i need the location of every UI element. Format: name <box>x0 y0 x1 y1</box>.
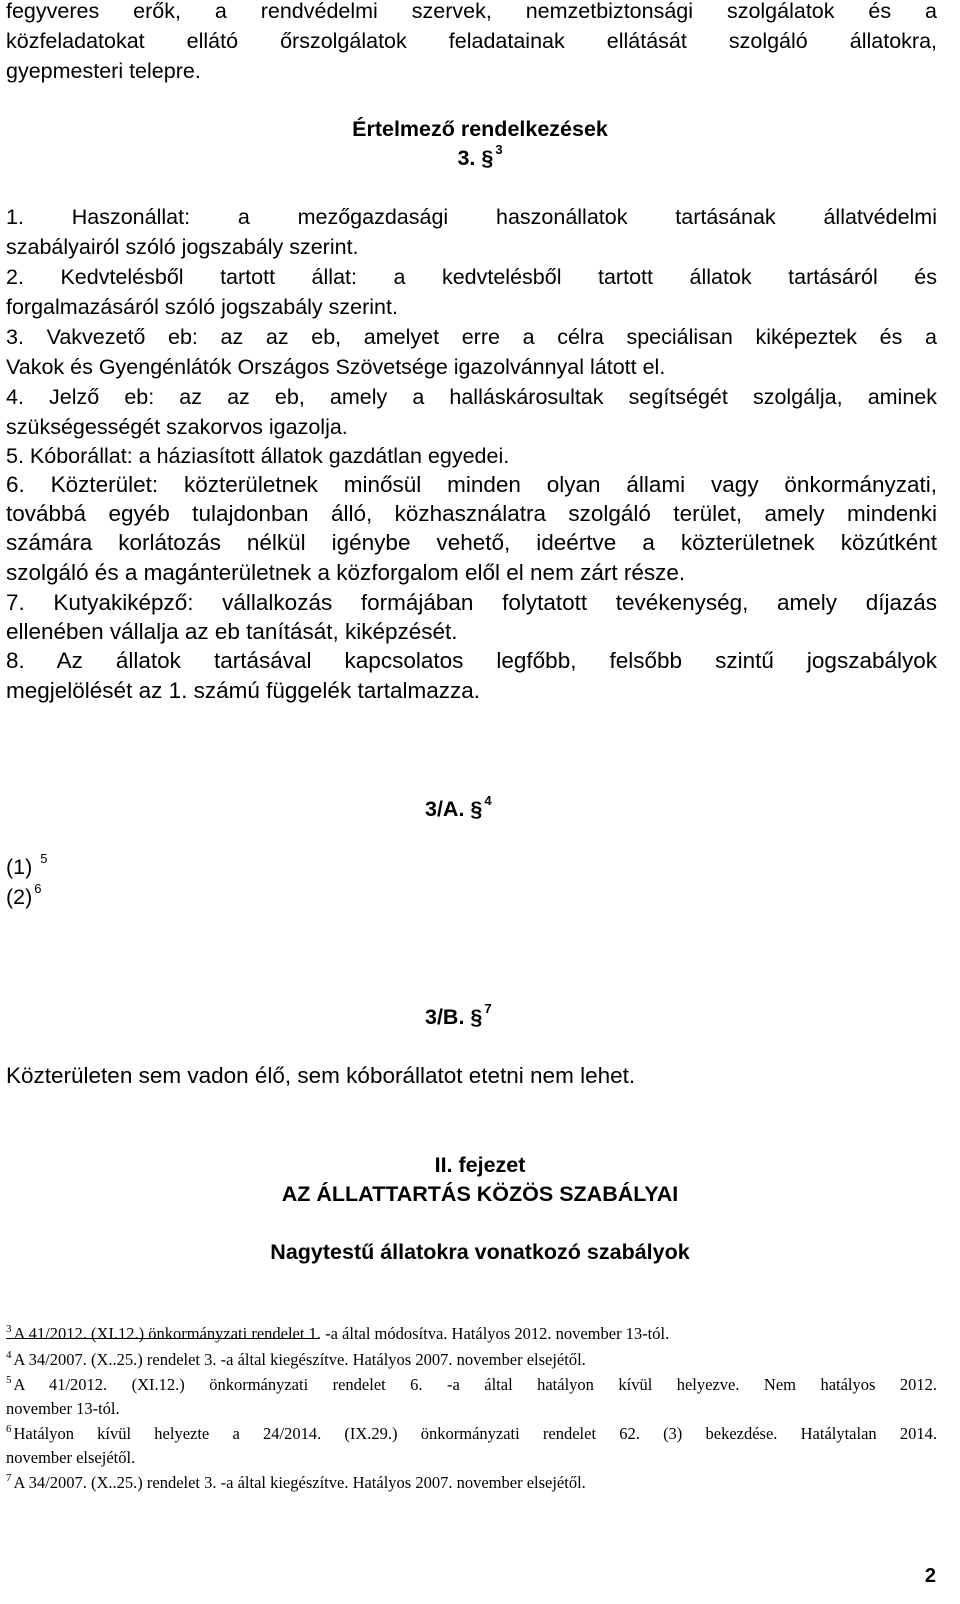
definition-item: ellenében vállalja az eb tanítását, kiképzését. <box>6 619 458 644</box>
section-text: Közterületen sem vadon élő, sem kóborállatot etetni nem lehet. <box>6 1063 636 1088</box>
section-heading: 3. § $^3$ <box>457 142 503 170</box>
footnote-ref: 5 <box>40 851 48 866</box>
footnote-ref: 7 <box>484 1001 492 1016</box>
definition-item: 5. Kóborállat: a háziasított állatok gazdátlan egyedei. <box>6 444 510 468</box>
footnote: $^7$ A 34/2007. (X..25.) rendelet 3. -a által kiegészítve. Hatályos 2007. november elsejétől. <box>6 1472 586 1492</box>
definition-item: 3. Vakvezető eb: az az eb, amelyet erre a célra speciálisan kiképeztek és a <box>6 325 937 349</box>
paragraph-number: (2) $^6$ <box>6 881 42 909</box>
intro-line: gyepmesteri telepre. <box>6 59 201 83</box>
definition-item: 8. Az állatok tartásával kapcsolatos legfőbb, felsőbb szintű jogszabályok <box>6 648 937 673</box>
definition-item: szolgáló és a magánterületnek a közforgalom elől el nem zárt része. <box>6 560 686 585</box>
footnote: $^3$ A 41/2012. (XI.12.) önkormányzati rendelet 1. -a által módosítva. Hatályos 2012. november 13-tól. <box>6 1323 670 1343</box>
paragraph-number: (1) $^5$ <box>6 851 48 879</box>
definition-item: 6. Közterület: közterületnek minősül minden olyan állami vagy önkormányzati, <box>6 472 937 497</box>
footnote-ref: 3 <box>495 142 503 157</box>
definition-item: továbbá egyéb tulajdonban álló, közhasználatra szolgáló terület, amely mindenki <box>6 501 937 526</box>
section-title: Értelmező rendelkezések <box>352 117 608 141</box>
chapter-number: II. fejezet <box>434 1153 526 1177</box>
intro-line: közfeladatokat ellátó őrszolgálatok feladatainak ellátását szolgáló állatokra, <box>6 29 937 53</box>
footnote: november elsejétől. <box>6 1448 136 1467</box>
footnote: november 13-tól. <box>6 1399 120 1418</box>
footnote-ref: 4 <box>484 793 492 808</box>
intro-line: fegyveres erők, a rendvédelmi szervek, nemzetbiztonsági szolgálatok és a <box>6 0 937 23</box>
chapter-title: AZ ÁLLATTARTÁS KÖZÖS SZABÁLYAI <box>281 1182 679 1206</box>
page-number: 2 <box>924 1565 936 1587</box>
definition-item: forgalmazásáról szóló jogszabály szerint. <box>6 295 398 319</box>
footnote: $^4$ A 34/2007. (X..25.) rendelet 3. -a által kiegészítve. Hatályos 2007. november elsejétől. <box>6 1349 586 1369</box>
definition-item: Vakok és Gyengénlátók Országos Szövetsége igazolvánnyal látott el. <box>6 355 666 379</box>
definition-item: számára korlátozás nélkül igénybe vehető, ideértve a közterületnek közútként <box>6 530 937 555</box>
definition-item: szükségességét szakorvos igazolja. <box>6 415 348 439</box>
footnote: $^6$ Hatályon kívül helyezte a 24/2014. (IX.29.) önkormányzati rendelet 62. (3) bekezdése. Hatálytalan 2014. <box>6 1423 937 1443</box>
footnote: $^5$ A 41/2012. (XI.12.) önkormányzati rendelet 6. -a által hatályon kívül helyezve. Nem hatályos 2012. <box>6 1374 937 1394</box>
definition-item: 7. Kutyakiképző: vállalkozás formájában folytatott tevékenység, amely díjazás <box>6 590 937 615</box>
chapter-subtitle: Nagytestű állatokra vonatkozó szabályok <box>270 1240 690 1264</box>
section-heading: 3/A. § $^4$ <box>425 793 492 821</box>
definition-item: 2. Kedvtelésből tartott állat: a kedvtelésből tartott állatok tartásáról és <box>6 265 937 289</box>
footnote-ref: 6 <box>34 881 42 896</box>
section-heading: 3/B. § $^7$ <box>425 1001 492 1029</box>
definition-item: 1. Haszonállat: a mezőgazdasági haszonállatok tartásának állatvédelmi <box>6 205 937 229</box>
definition-item: szabályairól szóló jogszabály szerint. <box>6 235 359 259</box>
definition-item: 4. Jelző eb: az az eb, amely a halláskárosultak segítségét szolgálja, aminek <box>6 385 937 409</box>
definition-item: megjelölését az 1. számú függelék tartalmazza. <box>6 678 480 703</box>
